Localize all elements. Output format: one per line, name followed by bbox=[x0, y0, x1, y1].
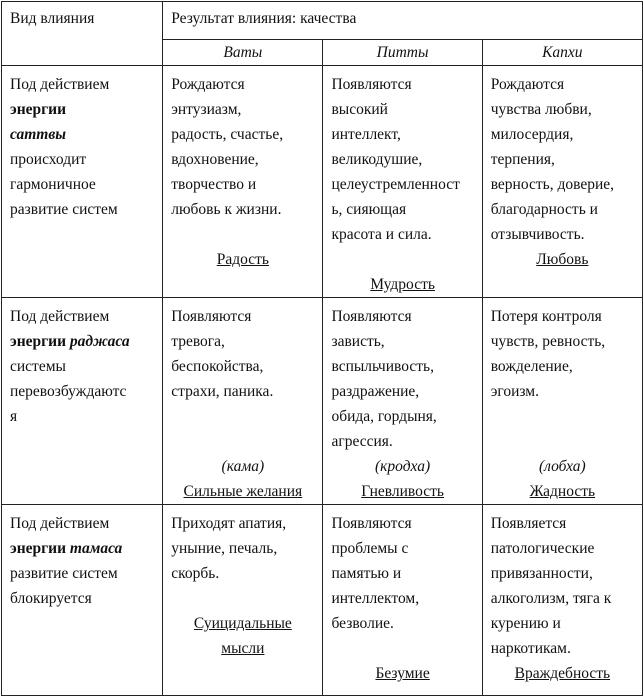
quality-line: Появляются bbox=[171, 308, 252, 325]
quality-line: красота и сила. bbox=[331, 226, 432, 243]
influence-guna: саттвы bbox=[10, 126, 67, 143]
quality-line: Появляются bbox=[331, 515, 412, 532]
header-pitta: Питты bbox=[323, 40, 482, 66]
pitta-cell bbox=[323, 66, 482, 298]
quality-line: милосердия, bbox=[490, 126, 574, 143]
quality-line: Приходят апатия, bbox=[171, 515, 287, 532]
kapha-cell bbox=[482, 505, 642, 696]
influence-line: развитие систем bbox=[10, 565, 118, 582]
result-label: Суицидальные bbox=[193, 615, 292, 632]
quality-line: зависть, bbox=[331, 333, 385, 350]
vata-cell bbox=[163, 66, 323, 298]
quality-line: эгоизм. bbox=[490, 383, 539, 400]
header-kapha: Капхи bbox=[482, 40, 642, 66]
quality-line: радость, счастье, bbox=[171, 126, 284, 143]
quality-line: патологические bbox=[490, 540, 595, 557]
quality-line: памятью и bbox=[331, 565, 402, 582]
pitta-cell: Появляются зависть, вспыльчивость, раздражение, обида, гордыня, агрессия. (кродха) Гневливость bbox=[323, 298, 482, 505]
quality-line: чувств, ревность, bbox=[490, 333, 606, 350]
sanskrit-term: кама bbox=[226, 458, 259, 475]
influence-cell bbox=[2, 66, 163, 298]
influence-line: блокируется bbox=[10, 590, 92, 607]
quality-line: творчество и bbox=[171, 176, 257, 193]
quality-line: агрессия. bbox=[331, 433, 393, 450]
result-label: мысли bbox=[221, 640, 265, 657]
quality-line: привязанности, bbox=[490, 565, 593, 582]
quality-line: любовь к жизни. bbox=[171, 201, 282, 218]
influence-energy: энергии bbox=[10, 540, 67, 557]
quality-line: благодарность и bbox=[490, 201, 598, 218]
quality-line: раздражение, bbox=[331, 383, 420, 400]
quality-line: Появляются bbox=[331, 308, 412, 325]
influence-guna: тамаса bbox=[69, 540, 123, 557]
influence-guna: раджаса bbox=[69, 333, 130, 350]
kapha-cell bbox=[482, 66, 642, 298]
quality-line: беспокойства, bbox=[171, 358, 264, 375]
sanskrit-term: лобха bbox=[544, 458, 581, 475]
kapha-cell: Потеря контроля чувств, ревность, вожделение, эгоизм. (лобха) Жадность bbox=[482, 298, 642, 505]
result-label: Любовь bbox=[536, 251, 589, 268]
quality-line: вдохновение, bbox=[171, 151, 259, 168]
quality-line: Рождаются bbox=[171, 76, 245, 93]
influence-line: я bbox=[10, 408, 18, 425]
header-result-label: Результат влияния: качества bbox=[171, 10, 357, 27]
quality-line: Рождаются bbox=[490, 76, 565, 93]
header-vata: Ваты bbox=[163, 40, 323, 66]
pitta-cell bbox=[323, 505, 482, 696]
quality-line: безволие. bbox=[331, 615, 394, 632]
quality-line: ь, сияющая bbox=[331, 201, 407, 218]
result-label: Сильные желания bbox=[183, 483, 303, 500]
quality-line: скорбь. bbox=[171, 565, 220, 582]
vata-cell bbox=[163, 505, 323, 696]
result-label: Враждебность bbox=[514, 665, 611, 682]
quality-line: проблемы с bbox=[331, 540, 409, 557]
quality-line: страхи, паника. bbox=[171, 383, 274, 400]
header-result bbox=[163, 2, 643, 40]
influence-line: гармоничное bbox=[10, 176, 96, 193]
result-label: Мудрость bbox=[370, 276, 435, 293]
quality-line: наркотикам. bbox=[490, 640, 571, 657]
quality-line: высокий bbox=[331, 101, 388, 118]
quality-line: обида, гордыня, bbox=[331, 408, 437, 425]
result-label: Жадность bbox=[529, 483, 596, 500]
quality-line: чувства любви, bbox=[490, 101, 592, 118]
quality-line: интеллектом, bbox=[331, 590, 420, 607]
quality-line: верность, доверие, bbox=[490, 176, 615, 193]
influence-pre: Под действием bbox=[10, 76, 110, 93]
influence-line: перевозбуждаютс bbox=[10, 383, 127, 400]
quality-line: Потеря контроля bbox=[490, 308, 602, 325]
quality-line: тревога, bbox=[171, 333, 225, 350]
quality-line: отзывчивость. bbox=[490, 226, 585, 243]
quality-line: терпения, bbox=[490, 151, 555, 168]
quality-line: Появляется bbox=[490, 515, 567, 532]
quality-line: энтузиазм, bbox=[171, 101, 242, 118]
influence-line: системы bbox=[10, 358, 66, 375]
quality-line: алкоголизм, тяга к bbox=[490, 590, 612, 607]
quality-line: великодушие, bbox=[331, 151, 423, 168]
header-influence-type-label: Вид влияния bbox=[10, 10, 95, 27]
influence-pre: Под действием bbox=[10, 515, 110, 532]
influence-line: происходит bbox=[10, 151, 87, 168]
influence-pre: Под действием bbox=[10, 308, 110, 325]
influence-line: развитие систем bbox=[10, 201, 118, 218]
quality-line: вожделение, bbox=[490, 358, 573, 375]
sanskrit-term: кродха bbox=[380, 458, 425, 475]
influence-cell bbox=[2, 505, 163, 696]
table-row bbox=[2, 298, 643, 505]
table-row bbox=[2, 505, 643, 696]
header-influence-type bbox=[2, 2, 163, 66]
quality-line: уныние, печаль, bbox=[171, 540, 278, 557]
table-row bbox=[2, 66, 643, 298]
quality-line: курению и bbox=[490, 615, 561, 632]
result-label: Радость bbox=[216, 251, 269, 268]
influence-energy: энергии bbox=[10, 333, 67, 350]
quality-line: вспыльчивость, bbox=[331, 358, 434, 375]
influence-energy: энергии bbox=[10, 101, 67, 118]
quality-line: интеллект, bbox=[331, 126, 401, 143]
quality-line: целеустремленност bbox=[331, 176, 460, 193]
result-label: Гневливость bbox=[361, 483, 444, 500]
gunas-influence-table bbox=[1, 1, 643, 696]
vata-cell: Появляются тревога, беспокойства, страхи, паника. (кама) Сильные желания bbox=[163, 298, 323, 505]
influence-cell bbox=[2, 298, 163, 505]
result-label: Безумие bbox=[375, 665, 430, 682]
quality-line: Появляются bbox=[331, 76, 412, 93]
